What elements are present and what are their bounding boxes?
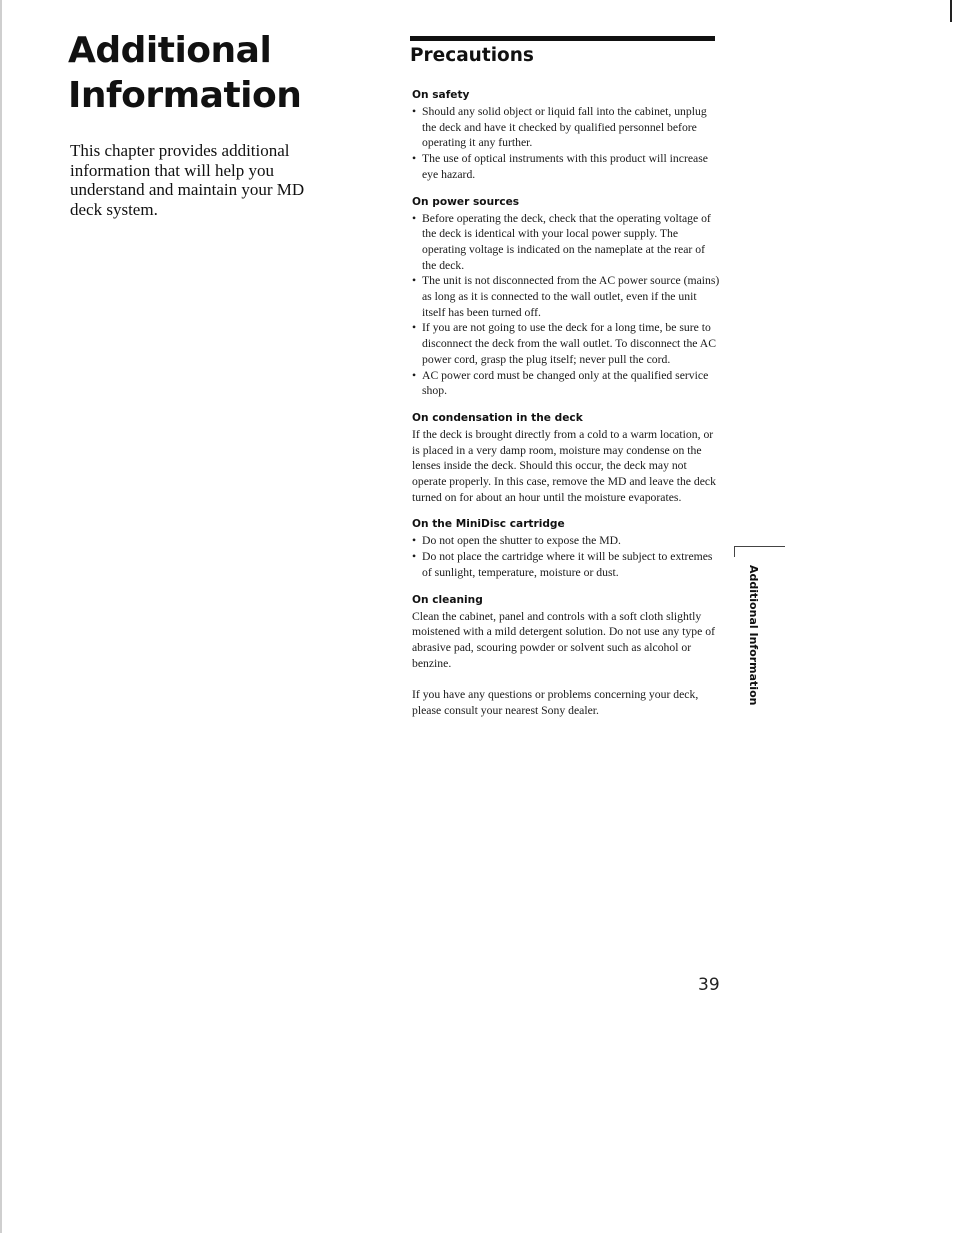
chapter-intro: This chapter provides additional information that will help you understand and maintain your MD deck system.: [70, 141, 305, 219]
safety-block: [412, 88, 720, 183]
safety-heading: On safety: [412, 89, 470, 101]
condensation-heading: On condensation in the deck: [412, 411, 583, 424]
section-rule: [410, 36, 715, 41]
precautions-content: [412, 88, 720, 719]
section-title: Precautions: [410, 45, 534, 66]
list-item: • AC power cord must be changed only at the qualified service shop.: [412, 368, 720, 399]
list-item: • Do not open the shutter to expose the MD.: [412, 533, 720, 549]
chapter-title-line-1: Additional: [68, 30, 272, 71]
chapter-title-line-2: Information: [68, 75, 302, 116]
chapter-title: [68, 28, 368, 118]
power-list: [412, 211, 720, 399]
cleaning-text: Clean the cabinet, panel and controls with a soft cloth slightly moistened with a mild detergent solution. Do not use any type of abrasive pad, scouring powder or solvent such as alcohol or benzine.: [412, 609, 715, 670]
side-tab-marker: [734, 546, 785, 557]
list-item: • Do not place the cartridge where it will be subject to extremes of sunlight, temperature, moisture or dust.: [412, 549, 720, 580]
page-corner-mark: [950, 0, 952, 22]
safety-list: [412, 104, 720, 183]
side-tab-label: Additional Information: [747, 565, 760, 706]
page-scan-edge: [0, 0, 2, 1233]
list-item: • Should any solid object or liquid fall into the cabinet, unplug the deck and have it checked by qualified personnel before operating it any further.: [412, 104, 720, 151]
page-number: 39: [698, 975, 720, 995]
cleaning-heading: On cleaning: [412, 593, 483, 606]
cartridge-list: [412, 533, 720, 580]
list-item: • If you are not going to use the deck for a long time, be sure to disconnect the deck from the wall outlet. To disconnect the AC power cord, grasp the plug itself; never pull the cord.: [412, 320, 720, 367]
condensation-block: [412, 411, 720, 506]
closing-note: If you have any questions or problems concerning your deck, please consult your nearest Sony dealer.: [412, 688, 699, 718]
power-block: [412, 195, 720, 399]
list-item: • The unit is not disconnected from the AC power source (mains) as long as it is connected to the wall outlet, even if the unit itself has been turned off.: [412, 273, 720, 320]
cleaning-block: [412, 593, 720, 672]
condensation-text: If the deck is brought directly from a cold to a warm location, or is placed in a very damp room, moisture may condense on the lenses inside the deck. Should this occur, the deck may not operate properly. In this case, remove the MD and leave the deck turned on for about an hour until the moisture evaporates.: [412, 427, 716, 504]
cartridge-heading: On the MiniDisc cartridge: [412, 518, 565, 531]
power-heading: On power sources: [412, 195, 520, 208]
cartridge-block: [412, 517, 720, 580]
list-item: • Before operating the deck, check that the operating voltage of the deck is identical with your local power supply. The operating voltage is indicated on the nameplate at the rear of the deck.: [412, 211, 720, 274]
list-item: • The use of optical instruments with this product will increase eye hazard.: [412, 151, 720, 182]
